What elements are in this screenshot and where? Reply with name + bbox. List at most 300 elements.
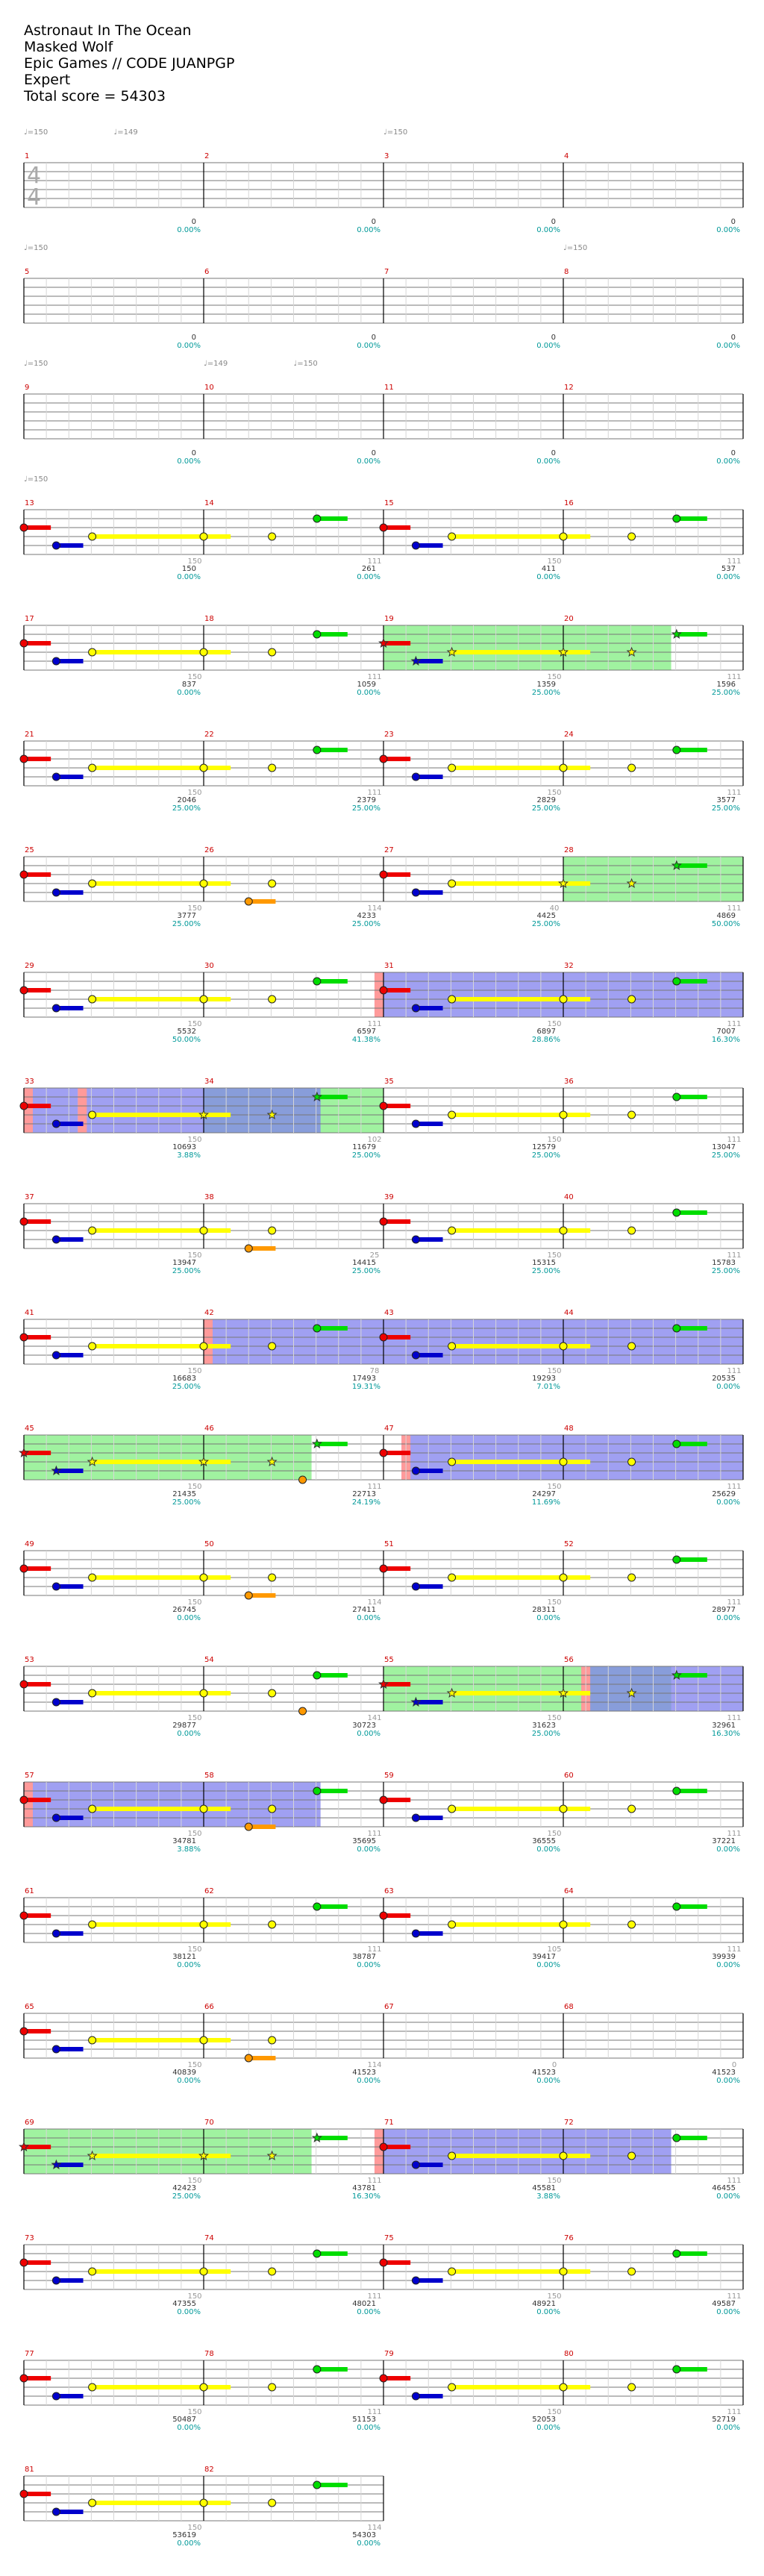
note-gem: [20, 1102, 28, 1110]
note-gem: [200, 648, 207, 656]
multiplier-percent: 0.00%: [357, 2308, 381, 2316]
measure-number: 34: [204, 1078, 214, 1086]
multiplier-percent: 0.00%: [716, 226, 740, 234]
note-count: 150: [547, 1020, 562, 1028]
measure-number: 11: [384, 384, 394, 392]
note-sustain: [452, 650, 563, 654]
measure-score: 837: [181, 681, 196, 689]
note-gem: [89, 880, 96, 887]
note-gem: [52, 2508, 60, 2516]
note-gem: [673, 1325, 680, 1332]
note-gem: [448, 1227, 456, 1234]
note-sustain: [452, 1807, 563, 1811]
note-sustain: [93, 650, 204, 654]
measure-number: 36: [564, 1078, 574, 1086]
measure-score: 29877: [172, 1722, 196, 1730]
multiplier-percent: 25.00%: [351, 1267, 381, 1275]
measure-number: 3: [384, 152, 389, 160]
tempo-marker: ♩=150: [24, 128, 48, 137]
measure-number: 47: [384, 1425, 394, 1433]
multiplier-percent: 50.00%: [711, 920, 740, 928]
multiplier-percent: 0.00%: [177, 2308, 201, 2316]
note-sustain: [93, 2385, 204, 2389]
note-gem: [89, 2268, 96, 2275]
measure-score: 0: [551, 334, 556, 342]
note-gem: [412, 1814, 419, 1822]
note-gem: [412, 1583, 419, 1590]
note-count: 150: [187, 1367, 202, 1375]
note-count: 40: [549, 904, 560, 913]
song-charter: Epic Games // CODE JUANPGP: [24, 55, 235, 72]
measure-number: 27: [384, 846, 394, 854]
note-gem: [200, 880, 207, 887]
measure-number: 63: [384, 1887, 394, 1895]
note-count: 150: [187, 1945, 202, 1954]
note-gem: [448, 1342, 456, 1350]
note-gem: [380, 987, 387, 994]
note-count: 150: [187, 1020, 202, 1028]
note-gem: [89, 1689, 96, 1697]
note-gem: [673, 1209, 680, 1216]
note-gem: [380, 1449, 387, 1457]
measure-number: 26: [204, 846, 214, 854]
note-gem: [313, 515, 321, 522]
measure-score: 31623: [532, 1722, 556, 1730]
measure-score: 41523: [352, 2069, 376, 2077]
note-count: 150: [547, 1251, 562, 1260]
measure-number: 50: [204, 1540, 214, 1548]
note-count: 150: [187, 2408, 202, 2416]
note-sustain: [452, 1113, 563, 1117]
note-gem: [412, 1467, 419, 1475]
note-count: 111: [727, 557, 742, 566]
measure-number: 54: [204, 1656, 214, 1664]
note-gem: [89, 995, 96, 1003]
note-count: 114: [367, 904, 382, 913]
note-gem: [380, 1912, 387, 1919]
measure-score: 22713: [352, 1490, 376, 1498]
note-gem: [448, 1921, 456, 1928]
note-sustain: [677, 1095, 707, 1099]
solo-section-edge: [375, 2129, 383, 2174]
measure-score: 13047: [712, 1143, 736, 1151]
measure-number: 19: [384, 615, 394, 623]
note-count: 150: [547, 2177, 562, 2185]
multiplier-percent: 0.00%: [716, 342, 740, 350]
note-count: 111: [727, 673, 742, 681]
note-gem: [200, 1921, 207, 1928]
note-gem: [560, 1342, 567, 1350]
note-gem: [412, 2277, 419, 2284]
solo-section-edge: [375, 972, 383, 1017]
measure-score: 6897: [536, 1028, 556, 1036]
measure-score: 39939: [712, 1953, 736, 1961]
note-gem: [628, 995, 636, 1003]
note-sustain: [452, 1344, 563, 1348]
measure-number: 28: [564, 846, 574, 854]
note-sustain: [317, 516, 348, 521]
tempo-marker: ♩=150: [383, 128, 408, 137]
note-gem: [269, 1227, 276, 1234]
tempo-marker: ♩=150: [24, 360, 48, 368]
multiplier-percent: 25.00%: [172, 2192, 201, 2201]
note-count: 111: [727, 2177, 742, 2185]
note-gem: [412, 2392, 419, 2400]
note-gem: [52, 542, 60, 549]
note-count: 150: [187, 2061, 202, 2069]
note-gem: [52, 657, 60, 665]
note-count: 150: [187, 789, 202, 797]
measure-number: 43: [384, 1309, 394, 1317]
note-sustain: [452, 1575, 563, 1580]
measure-number: 57: [25, 1772, 34, 1780]
tempo-marker: ♩=149: [113, 128, 138, 137]
measure-number: 40: [564, 1193, 574, 1201]
note-gem: [560, 1574, 567, 1581]
measure-score: 0: [551, 218, 556, 226]
note-gem: [269, 1342, 276, 1350]
note-gem: [380, 871, 387, 878]
note-sustain: [452, 2269, 563, 2274]
note-count: 150: [547, 789, 562, 797]
note-gem: [628, 2152, 636, 2160]
measure-score: 38121: [172, 1953, 196, 1961]
song-title: Astronaut In The Ocean: [24, 22, 192, 39]
note-gem: [200, 2499, 207, 2507]
note-gem: [20, 1681, 28, 1688]
measure-score: 2829: [536, 796, 556, 804]
note-gem: [269, 533, 276, 540]
note-gem: [628, 1342, 636, 1350]
note-sustain: [677, 1210, 707, 1215]
measure-score: 40839: [172, 2069, 196, 2077]
note-sustain: [317, 1904, 348, 1909]
note-gem: [52, 773, 60, 781]
note-gem: [245, 898, 252, 905]
note-gem: [269, 2268, 276, 2275]
note-gem: [52, 889, 60, 896]
measure-score: 537: [721, 565, 736, 573]
star-note: [313, 1439, 321, 1448]
measure-number: 6: [204, 268, 210, 276]
note-gem: [628, 764, 636, 772]
measure-score: 2046: [177, 796, 196, 804]
multiplier-percent: 0.00%: [716, 2424, 740, 2432]
measure-score: 0: [730, 449, 736, 457]
multiplier-percent: 0.00%: [177, 1614, 201, 1622]
measure-score: 39417: [532, 1953, 556, 1961]
measure-number: 74: [204, 2234, 214, 2242]
note-sustain: [93, 534, 204, 539]
note-count: 150: [187, 1483, 202, 1491]
total-score: Total score = 54303: [24, 88, 166, 104]
measure-number: 71: [384, 2119, 394, 2127]
multiplier-percent: 0.00%: [177, 2539, 201, 2548]
measure-number: 73: [25, 2234, 34, 2242]
note-gem: [269, 1921, 276, 1928]
note-gem: [628, 533, 636, 540]
note-gem: [52, 2045, 60, 2053]
note-sustain: [677, 748, 707, 752]
multiplier-percent: 25.00%: [531, 804, 560, 813]
multiplier-percent: 0.00%: [536, 1845, 560, 1854]
note-gem: [269, 1689, 276, 1697]
measure-score: 17493: [352, 1375, 376, 1383]
note-gem: [200, 1342, 207, 1350]
time-signature-top: 4: [27, 163, 42, 189]
note-sustain: [93, 997, 204, 1001]
multiplier-percent: 25.00%: [531, 1151, 560, 1160]
measure-number: 30: [204, 962, 214, 970]
measure-score: 1059: [357, 681, 376, 689]
note-sustain: [93, 2038, 204, 2042]
note-gem: [269, 2383, 276, 2391]
note-count: 25: [369, 1251, 380, 1260]
note-sustain: [452, 2385, 563, 2389]
note-sustain: [452, 881, 563, 886]
measure-score: 51153: [352, 2416, 376, 2424]
measure-number: 64: [564, 1887, 574, 1895]
measure-score: 0: [191, 449, 196, 457]
note-gem: [448, 2152, 456, 2160]
multiplier-percent: 25.00%: [711, 1267, 740, 1275]
note-gem: [628, 1111, 636, 1119]
note-count: 111: [727, 1483, 742, 1491]
multiplier-percent: 0.00%: [357, 457, 381, 466]
note-count: 78: [369, 1367, 380, 1375]
note-gem: [448, 1458, 456, 1466]
multiplier-percent: 25.00%: [172, 1498, 201, 1507]
measure-score: 48921: [532, 2300, 556, 2308]
measure-score: 1596: [716, 681, 736, 689]
multiplier-percent: 0.00%: [177, 342, 201, 350]
measure-score: 25629: [712, 1490, 736, 1498]
note-gem: [412, 1236, 419, 1243]
note-gem: [560, 533, 567, 540]
multiplier-percent: 0.00%: [177, 1730, 201, 1738]
tempo-marker: ♩=150: [293, 360, 318, 368]
note-gem: [269, 648, 276, 656]
note-gem: [200, 2036, 207, 2044]
measure-number: 62: [204, 1887, 214, 1895]
multiplier-percent: 3.88%: [177, 1151, 201, 1160]
time-signature-bottom: 4: [27, 184, 42, 210]
measure-score: 48021: [352, 2300, 376, 2308]
multiplier-percent: 0.00%: [357, 689, 381, 697]
note-gem: [313, 978, 321, 985]
note-count: 111: [367, 673, 382, 681]
measure-number: 52: [564, 1540, 574, 1548]
measure-score: 15783: [712, 1259, 736, 1267]
multiplier-percent: 24.19%: [351, 1498, 381, 1507]
measure-score: 38787: [352, 1953, 376, 1961]
note-count: 111: [727, 1020, 742, 1028]
note-count: 0: [551, 2061, 557, 2069]
note-sustain: [93, 1228, 204, 1233]
note-gem: [448, 1111, 456, 1119]
measure-score: 13947: [172, 1259, 196, 1267]
note-gem: [200, 2383, 207, 2391]
note-count: 150: [187, 673, 202, 681]
multiplier-percent: 25.00%: [172, 1383, 201, 1391]
note-gem: [628, 2268, 636, 2275]
note-sustain: [93, 1922, 204, 1927]
note-gem: [269, 2036, 276, 2044]
measure-number: 35: [384, 1078, 394, 1086]
measure-score: 12579: [532, 1143, 556, 1151]
multiplier-percent: 0.00%: [716, 573, 740, 581]
note-gem: [448, 1805, 456, 1813]
measure-score: 4869: [716, 912, 736, 920]
note-gem: [448, 2268, 456, 2275]
note-count: 114: [367, 2524, 382, 2532]
solo-section-edge: [24, 1088, 33, 1133]
note-gem: [313, 2366, 321, 2373]
note-gem: [448, 995, 456, 1003]
measure-number: 67: [384, 2003, 394, 2011]
note-gem: [313, 2481, 321, 2489]
note-sustain: [93, 1344, 204, 1348]
measure-number: 16: [564, 499, 574, 507]
note-gem: [20, 1218, 28, 1225]
measure-number: 56: [564, 1656, 574, 1664]
note-count: 111: [727, 1830, 742, 1838]
note-gem: [412, 2161, 419, 2169]
note-count: 150: [187, 2292, 202, 2301]
note-gem: [560, 1458, 567, 1466]
note-gem: [313, 2250, 321, 2257]
song-artist: Masked Wolf: [24, 39, 113, 55]
measure-number: 5: [25, 268, 30, 276]
note-gem: [245, 2054, 252, 2062]
measure-number: 59: [384, 1772, 394, 1780]
note-count: 111: [727, 1251, 742, 1260]
note-count: 150: [187, 2177, 202, 2185]
note-count: 150: [187, 2524, 202, 2532]
measure-number: 33: [25, 1078, 34, 1086]
multiplier-percent: 0.00%: [716, 1961, 740, 1969]
note-count: 111: [367, 1945, 382, 1954]
multiplier-percent: 25.00%: [531, 1267, 560, 1275]
measure-number: 82: [204, 2466, 214, 2474]
note-gem: [560, 995, 567, 1003]
measure-score: 43781: [352, 2184, 376, 2192]
note-sustain: [677, 1904, 707, 1909]
note-gem: [380, 755, 387, 763]
measure-score: 52719: [712, 2416, 736, 2424]
multiplier-percent: 0.00%: [716, 1614, 740, 1622]
multiplier-percent: 25.00%: [351, 920, 381, 928]
multiplier-percent: 0.00%: [357, 1961, 381, 1969]
note-gem: [52, 2392, 60, 2400]
measure-score: 27411: [352, 1606, 376, 1614]
note-sustain: [93, 2501, 204, 2505]
note-gem: [673, 515, 680, 522]
multiplier-percent: 0.00%: [536, 2424, 560, 2432]
note-gem: [673, 1093, 680, 1101]
note-count: 114: [367, 1598, 382, 1607]
note-sustain: [93, 766, 204, 770]
note-count: 150: [187, 1714, 202, 1722]
multiplier-percent: 0.00%: [716, 2077, 740, 2085]
measure-number: 61: [25, 1887, 34, 1895]
note-gem: [200, 2268, 207, 2275]
note-gem: [313, 631, 321, 638]
note-gem: [673, 746, 680, 754]
measure-score: 0: [730, 218, 736, 226]
multiplier-percent: 0.00%: [536, 342, 560, 350]
note-gem: [560, 2268, 567, 2275]
measure-score: 50487: [172, 2416, 196, 2424]
measure-score: 15315: [532, 1259, 556, 1267]
multiplier-percent: 0.00%: [357, 1614, 381, 1622]
measure-score: 34781: [172, 1837, 196, 1845]
note-count: 150: [547, 557, 562, 566]
multiplier-percent: 0.00%: [177, 226, 201, 234]
multiplier-percent: 0.00%: [536, 2077, 560, 2085]
note-gem: [412, 542, 419, 549]
multiplier-percent: 25.00%: [531, 920, 560, 928]
note-gem: [380, 1565, 387, 1572]
multiplier-percent: 3.88%: [536, 2192, 560, 2201]
note-count: 111: [727, 1136, 742, 1144]
measure-score: 24297: [532, 1490, 556, 1498]
measure-score: 49587: [712, 2300, 736, 2308]
note-count: 111: [367, 2292, 382, 2301]
note-gem: [52, 1004, 60, 1012]
note-gem: [380, 2375, 387, 2382]
note-gem: [560, 1227, 567, 1234]
multiplier-percent: 25.00%: [172, 1267, 201, 1275]
note-sustain: [677, 1789, 707, 1793]
note-gem: [313, 746, 321, 754]
note-gem: [20, 1796, 28, 1804]
multiplier-percent: 25.00%: [531, 689, 560, 697]
measure-number: 66: [204, 2003, 214, 2011]
note-gem: [380, 1102, 387, 1110]
note-sustain: [93, 2154, 204, 2158]
tempo-marker: ♩=150: [24, 475, 48, 484]
note-gem: [20, 755, 28, 763]
note-sustain: [317, 748, 348, 752]
multiplier-percent: 0.00%: [716, 457, 740, 466]
measure-number: 76: [564, 2234, 574, 2242]
note-count: 150: [187, 904, 202, 913]
multiplier-percent: 0.00%: [357, 1845, 381, 1854]
note-sustain: [317, 2251, 348, 2256]
solo-section-edge: [204, 1319, 213, 1364]
multiplier-percent: 16.30%: [351, 2192, 381, 2201]
measure-number: 68: [564, 2003, 574, 2011]
note-gem: [299, 1476, 307, 1484]
note-gem: [269, 880, 276, 887]
note-count: 114: [367, 2061, 382, 2069]
note-gem: [89, 1227, 96, 1234]
multiplier-percent: 0.00%: [177, 689, 201, 697]
note-gem: [20, 871, 28, 878]
note-gem: [380, 2259, 387, 2266]
note-gem: [20, 1912, 28, 1919]
note-sustain: [677, 516, 707, 521]
note-gem: [560, 2152, 567, 2160]
note-gem: [673, 2134, 680, 2142]
measure-number: 75: [384, 2234, 394, 2242]
measure-number: 38: [204, 1193, 214, 1201]
measure-number: 48: [564, 1425, 574, 1433]
note-count: 150: [547, 1830, 562, 1838]
note-count: 150: [547, 2408, 562, 2416]
note-gem: [412, 1004, 419, 1012]
